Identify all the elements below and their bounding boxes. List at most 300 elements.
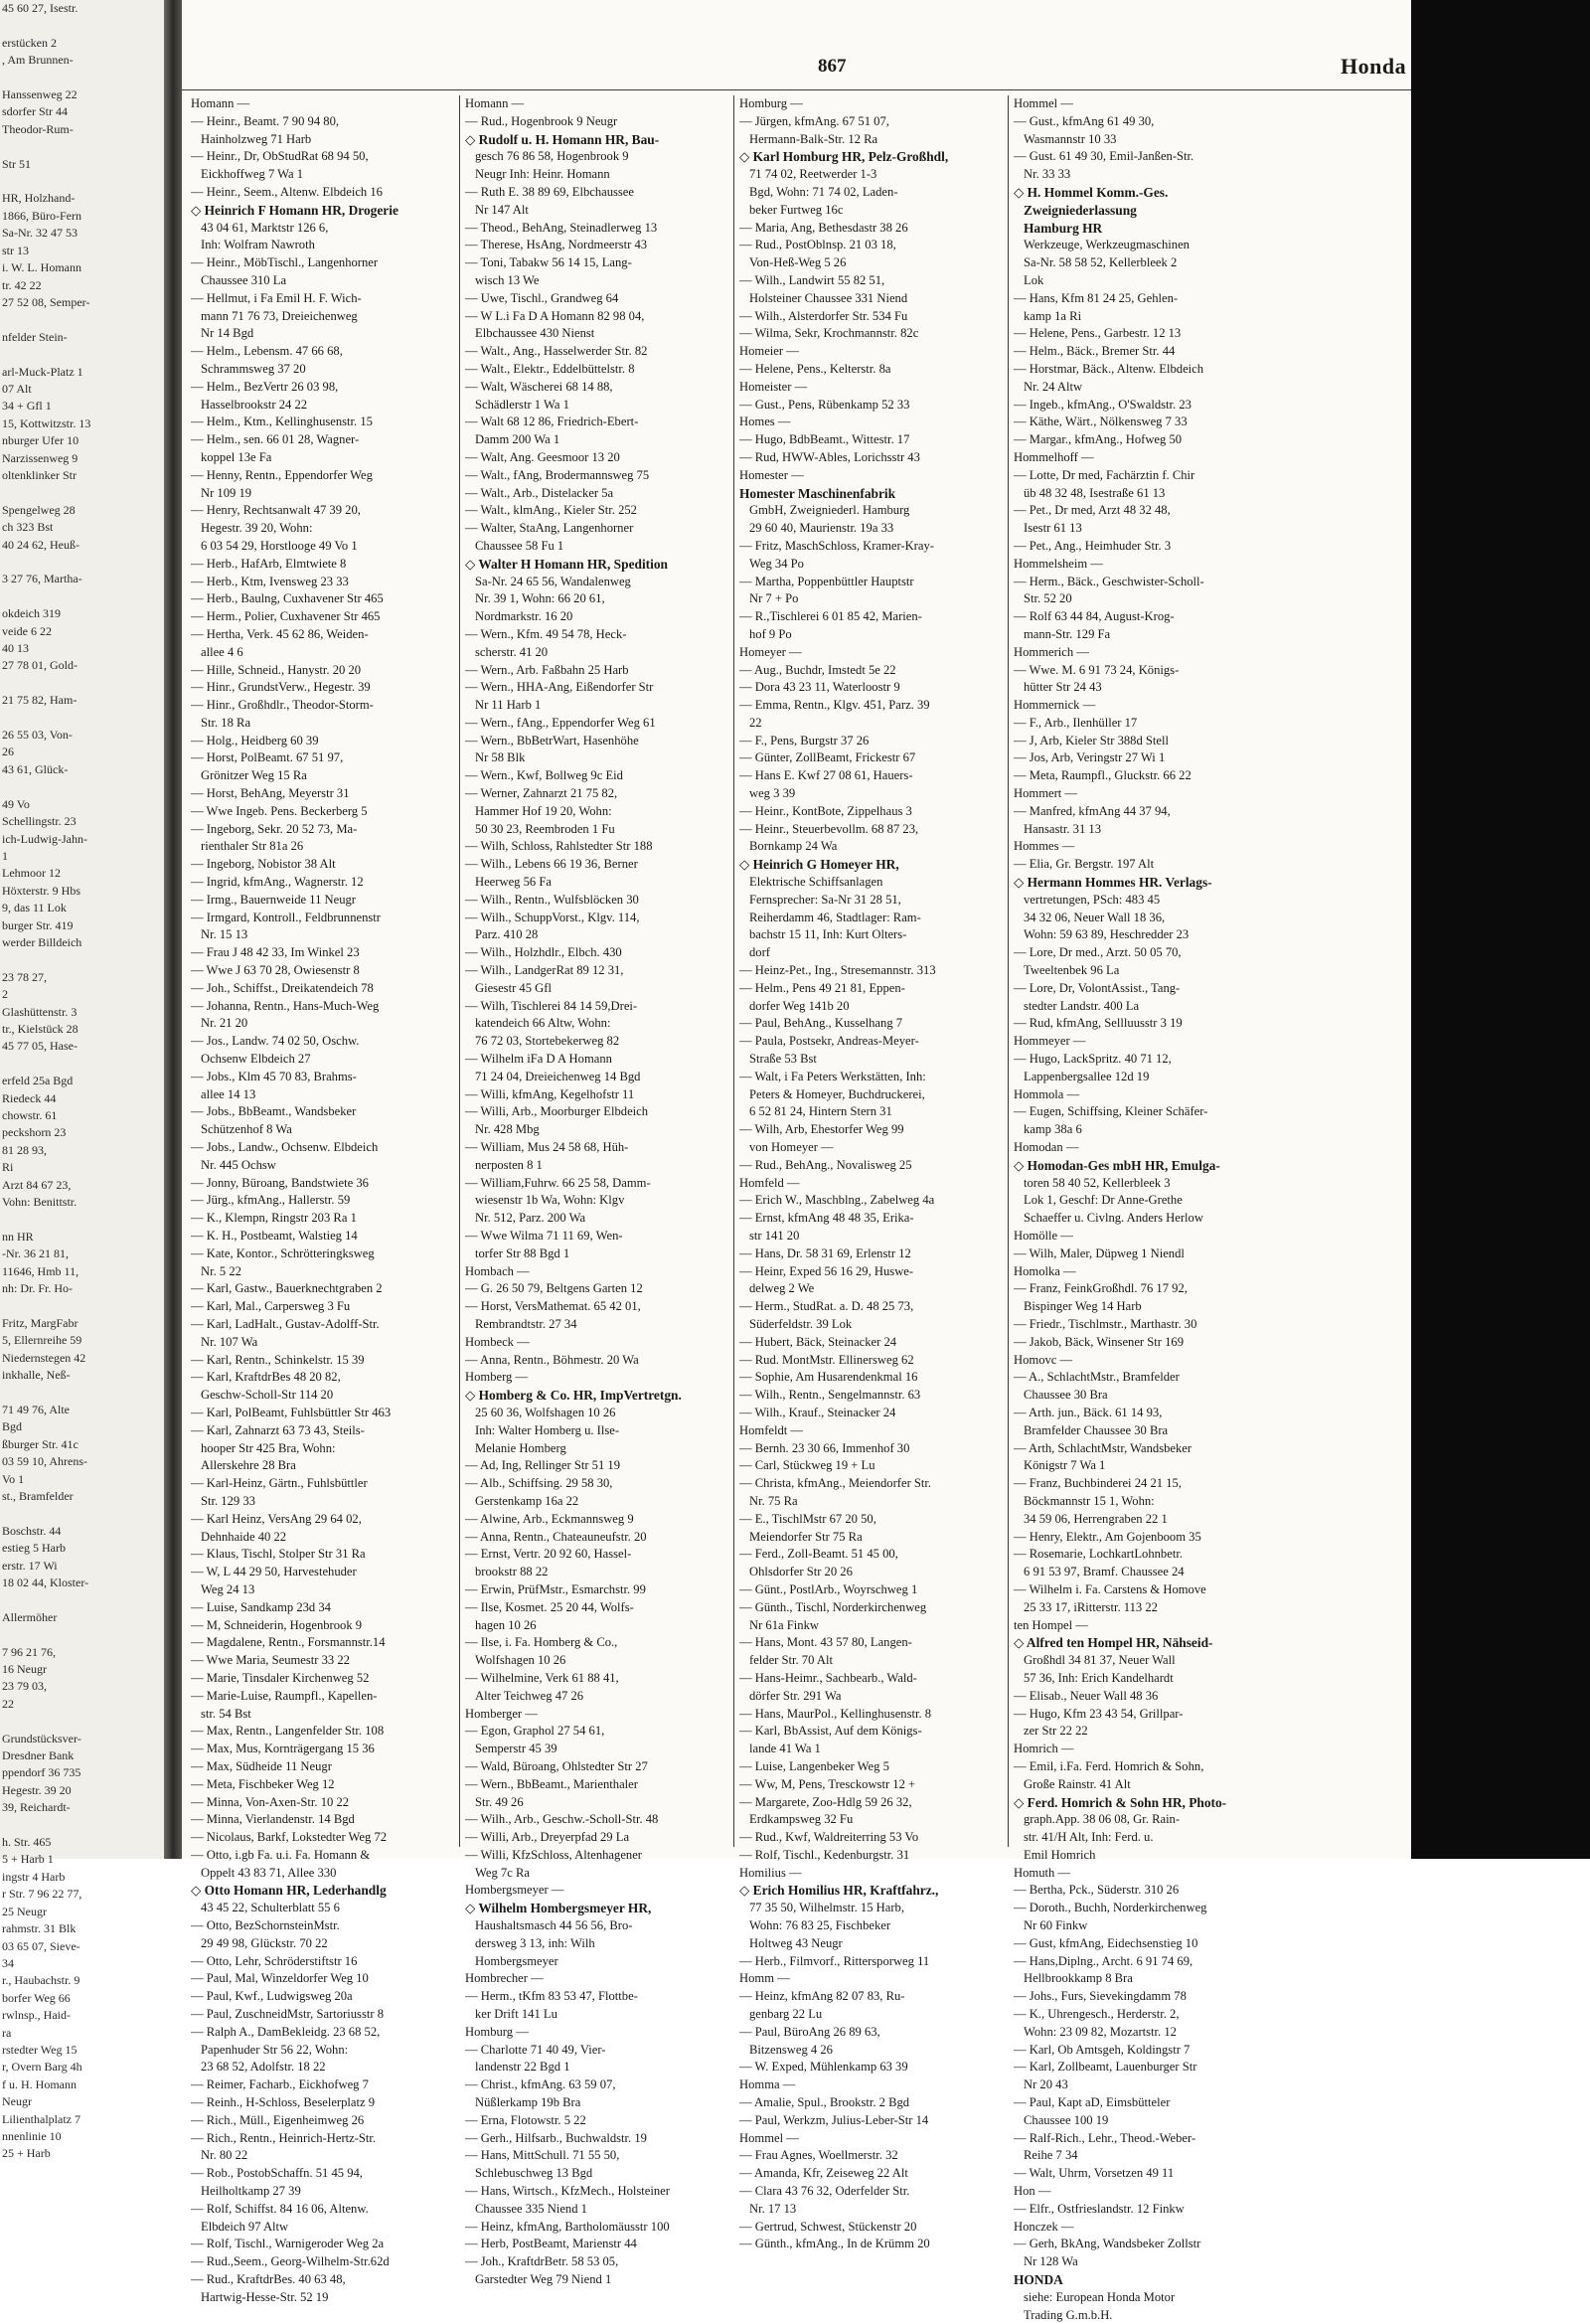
directory-entry-line: von Homeyer — [749, 1140, 834, 1155]
directory-entry-line: — Ilse, i. Fa. Homberg & Co., [465, 1635, 618, 1650]
directory-entry-line: — Pet., Dr med, Arzt 48 32 48, [1014, 503, 1171, 518]
directory-entry-line: — Irmg., Bauernweide 11 Neugr [191, 892, 356, 907]
directory-entry-line: — Paul, Mal, Winzeldorfer Weg 10 [191, 1971, 369, 1986]
left-page-line: erfeld 25a Bgd [2, 1074, 74, 1088]
directory-entry-line: Bornkamp 24 Wa [749, 839, 838, 854]
left-page-line: 03 65 07, Sieve- [2, 1938, 80, 1953]
left-page-line: 27 78 01, Gold- [2, 658, 78, 673]
directory-entry-line: — Horst, BehAng, Meyerstr 31 [191, 786, 350, 801]
directory-entry-line: 29 60 40, Maurienstr. 19a 33 [749, 521, 894, 536]
directory-entry-line: Peters & Homeyer, Buchdruckerei, [749, 1086, 925, 1101]
directory-entry-line: — Toni, Tabakw 56 14 15, Lang- [465, 255, 632, 270]
left-page-line: 22 [2, 1696, 14, 1711]
directory-entry-line: Von-Heß-Weg 5 26 [749, 255, 847, 270]
directory-entry-line: — Meta, Raumpfl., Gluckstr. 66 22 [1014, 768, 1192, 783]
directory-entry-line: — Wern., fAng., Eppendorfer Weg 61 [465, 715, 656, 730]
directory-entry-line: Nr. 21 20 [201, 1016, 248, 1031]
directory-entry-line: — Rolf, Schiffst. 84 16 06, Altenw. [191, 2201, 369, 2216]
directory-entry-line: Homberger — [465, 1706, 538, 1721]
directory-entry-line: — Wilhelm iFa D A Homann [465, 1052, 612, 1067]
left-page-line: peckshorn 23 [2, 1125, 67, 1140]
left-page-line: 34 + Gfl 1 [2, 399, 52, 414]
directory-entry-line: — Karl, BbAssist, Auf dem Königs- [739, 1724, 922, 1739]
directory-entry-line: Hommert — [1014, 786, 1078, 801]
directory-entry-line: — Max, Südheide 11 Neugr [191, 1758, 332, 1773]
directory-entry-line: Grönitzer Weg 15 Ra [201, 768, 307, 783]
directory-entry-line: — Jürgen, kfmAng. 67 51 07, [739, 113, 889, 128]
directory-entry-line: Hegestr. 39 20, Wohn: [201, 521, 313, 536]
page-header [182, 52, 1411, 82]
directory-entry-line: — Jonny, Büroang, Bandstwiete 36 [191, 1175, 369, 1190]
left-page-line [0, 1626, 164, 1643]
directory-entry-line: — W, L 44 29 50, Harvestehuder [191, 1565, 357, 1579]
directory-entry-line: — Rud. MontMstr. Ellinersweg 62 [739, 1352, 914, 1367]
scan-dark-edge [1411, 0, 1590, 1859]
directory-entry-line: — Wald, Büroang, Ohlstedter Str 27 [465, 1758, 648, 1773]
directory-entry-line: — Gust., kfmAng 61 49 30, [1014, 113, 1155, 128]
directory-entry-line: ◇ Karl Homburg HR, Pelz-Großhdl, [739, 149, 949, 165]
directory-entry-line: — Wilh, Tischlerei 84 14 59,Drei- [465, 998, 638, 1013]
left-page-line: 7 96 21 76, [2, 1644, 56, 1659]
left-page-line: nburger Ufer 10 [2, 433, 80, 448]
directory-entry-line: Homeyer — [739, 644, 802, 659]
directory-entry-line: 22 [749, 715, 762, 730]
directory-entry-line: — Sophie, Am Husarendenkmal 16 [739, 1370, 918, 1385]
left-page-line: 71 49 76, Alte [2, 1402, 70, 1416]
directory-entry-line: — Henny, Rentn., Eppendorfer Weg [191, 467, 373, 482]
directory-entry-line: — Frau J 48 42 33, Im Winkel 23 [191, 945, 360, 960]
directory-entry-line: Homm — [739, 1971, 790, 1986]
directory-entry-line: Hombeck — [465, 1334, 530, 1349]
directory-entry-line: Hommelhoff — [1014, 449, 1094, 464]
left-page-line: Lehmoor 12 [2, 866, 61, 881]
left-page-line [0, 346, 164, 363]
directory-entry-line: — Paul, Kapt aD, Eimsbütteler [1014, 2095, 1171, 2110]
directory-entry-line: — Herb, PostBeamt, Marienstr 44 [465, 2237, 637, 2251]
directory-entry-line: ◇ Hermann Hommes HR. Verlags- [1014, 875, 1212, 891]
left-page-line: 03 59 10, Ahrens- [2, 1454, 87, 1469]
directory-entry-line: 77 35 50, Wilhelmstr. 15 Harb, [749, 1901, 904, 1915]
directory-entry-line: brookstr 88 22 [475, 1565, 549, 1579]
left-page-line [0, 710, 164, 727]
directory-entry-line: — Herb., Ktm, Ivensweg 23 33 [191, 574, 349, 588]
directory-entry-line: — Heinr, Exped 56 16 29, Huswe- [739, 1263, 914, 1278]
directory-entry-line: — Ingeb., kfmAng., O'Swaldstr. 23 [1014, 397, 1192, 412]
left-page-line: Boschstr. 44 [2, 1523, 62, 1538]
directory-entry-line: Heerweg 56 Fa [475, 875, 552, 890]
directory-entry-line: Nr. 445 Ochsw [201, 1157, 276, 1172]
directory-entry-line: — Rosemarie, LochkartLohnbetr. [1014, 1547, 1183, 1562]
left-page-line: inkhalle, Neß- [2, 1368, 71, 1383]
directory-entry-line: Hainholzweg 71 Harb [201, 131, 312, 146]
directory-entry-line: Böckmannstr 15 1, Wohn: [1024, 1493, 1155, 1508]
directory-entry-line: — Karl Heinz, VersAng 29 64 02, [191, 1511, 362, 1526]
directory-entry-line: Nordmarkstr. 16 20 [475, 609, 573, 624]
directory-entry-line: — Rud., KraftdrBes. 40 63 48, [191, 2272, 346, 2287]
column-divider [733, 95, 734, 1847]
left-page-line: 25 + Harb [2, 2146, 51, 2161]
directory-entry-line: — Rud., PostOblnsp. 21 03 18, [739, 238, 896, 252]
directory-entry-line: — Heinr., Dr, ObStudRat 68 94 50, [191, 149, 369, 164]
directory-entry-line: Wasmannstr 10 33 [1024, 131, 1117, 146]
column-divider [459, 95, 460, 1847]
directory-entry-line: Chaussee 100 19 [1024, 2112, 1109, 2127]
directory-entry-line: — Hans-Heimr., Sachbearb., Wald- [739, 1670, 917, 1685]
directory-entry-line: — Rud, HWW-Ables, Lorichsstr 43 [739, 449, 920, 464]
directory-entry-line: 25 33 17, iRitterstr. 113 22 [1024, 1599, 1158, 1614]
directory-entry-line: — Meta, Fischbeker Weg 12 [191, 1776, 335, 1791]
directory-entry-line: — Carl, Stückweg 19 + Lu [739, 1458, 875, 1473]
left-page-line: 45 77 05, Hase- [2, 1039, 78, 1054]
left-page-line: st., Bramfelder [2, 1488, 74, 1503]
directory-entry-line: — Lore, Dr med., Arzt. 50 05 70, [1014, 945, 1182, 960]
directory-entry-line: — Horst, VersMathemat. 65 42 01, [465, 1299, 641, 1314]
directory-entry-line: Bramfelder Chaussee 30 Bra [1024, 1422, 1169, 1437]
directory-entry-line: Homester — [739, 467, 804, 482]
left-page-line: 11646, Hmb 11, [2, 1263, 80, 1278]
directory-entry-line: Nr 61a Finkw [749, 1617, 819, 1632]
directory-entry-line: Große Rainstr. 41 Alt [1024, 1776, 1131, 1791]
directory-entry-line: stedter Landstr. 400 La [1024, 998, 1140, 1013]
directory-column-4 [1014, 95, 1278, 2322]
directory-entry-line: — Maria, Ang, Bethesdastr 38 26 [739, 220, 908, 235]
directory-entry-line: — Wilh., Rentn., Sengelmannstr. 63 [739, 1388, 921, 1403]
left-page-line: Hegestr. 39 20 [2, 1782, 72, 1797]
directory-entry-line: — Elfr., Ostfrieslandstr. 12 Finkw [1014, 2201, 1185, 2216]
left-page-line: 21 75 82, Ham- [2, 693, 78, 708]
directory-entry-line: Nr 60 Finkw [1024, 1918, 1088, 1933]
left-page-line: Ri [2, 1160, 14, 1175]
directory-entry-line: — Wilma, Sekr, Krochmannstr. 82c [739, 326, 919, 341]
directory-entry-line: — Wilhelmine, Verk 61 88 41, [465, 1670, 619, 1685]
directory-entry-line: — Gerh, BkAng, Wandsbeker Zollstr [1014, 2237, 1201, 2251]
directory-entry-line: — Willi, Arb., Dreyerpfad 29 La [465, 1830, 630, 1845]
directory-entry-line: — Walter, StaAng, Langenhorner [465, 521, 634, 536]
directory-entry-line: Eickhoffweg 7 Wa 1 [201, 167, 304, 182]
directory-entry-line: Hon — [1014, 2184, 1051, 2199]
directory-entry-line: — Amanda, Kfr, Zeiseweg 22 Alt [739, 2166, 908, 2181]
directory-entry-line: — J, Arb, Kieler Str 388d Stell [1014, 733, 1170, 747]
left-page-line [0, 70, 164, 86]
directory-entry-line: Wohn: 59 63 89, Heschredder 23 [1024, 927, 1190, 942]
directory-entry-line: Sa-Nr. 24 65 56, Wandalenweg [475, 574, 631, 588]
directory-entry-line: — Pet., Ang., Heimhuder Str. 3 [1014, 538, 1172, 553]
directory-entry-line: — Willi, kfmAng, Kegelhofstr 11 [465, 1086, 635, 1101]
directory-entry-line: ker Drift 141 Lu [475, 2007, 557, 2022]
directory-entry-line: — Walt., Ang., Hasselwerder Str. 82 [465, 344, 648, 359]
directory-entry-line: Nüßlerkamp 19b Bra [475, 2095, 581, 2110]
directory-entry-line: Neugr Inh: Heinr. Homann [475, 167, 610, 182]
directory-entry-line: — Rolf, Tischl., Kedenburgstr. 31 [739, 1847, 910, 1862]
directory-entry-line: — Wern., Kwf, Bollweg 9c Eid [465, 768, 623, 783]
directory-entry-line: Hombergsmeyer [475, 1953, 558, 1968]
directory-entry-line: — Herm., Polier, Cuxhavener Str 465 [191, 609, 381, 624]
directory-entry-line: — Paul, Werkzm, Julius-Leber-Str 14 [739, 2112, 929, 2127]
directory-entry-line: — Erna, Flotowstr. 5 22 [465, 2112, 586, 2127]
directory-entry-line: — Ferd., Zoll-Beamt. 51 45 00, [739, 1547, 898, 1562]
directory-entry-line: Homberg — [465, 1370, 529, 1385]
directory-entry-line: Chaussee 58 Fu 1 [475, 538, 564, 553]
directory-entry-line: ◇ Wilhelm Hombergsmeyer HR, [465, 1901, 652, 1916]
left-page-line [0, 675, 164, 692]
directory-entry-line: hof 9 Po [749, 626, 792, 641]
directory-entry-line: — Jobs., BbBeamt., Wandsbeker [191, 1104, 357, 1119]
left-page-line: 9, das 11 Lok [2, 901, 67, 915]
left-page-line: 49 Vo [2, 796, 30, 811]
directory-entry-line: — Egon, Graphol 27 54 61, [465, 1724, 605, 1739]
directory-entry-line: Homann — [191, 96, 250, 110]
left-page-line: Arzt 84 67 23, [2, 1177, 72, 1192]
directory-entry-line: Hombach — [465, 1263, 530, 1278]
directory-entry-line: — Christ., kfmAng. 63 59 07, [465, 2077, 616, 2092]
directory-entry-line: Nr 109 19 [201, 485, 252, 500]
directory-entry-line: ◇ Heinrich G Homeyer HR, [739, 857, 899, 873]
left-page-line [0, 588, 164, 605]
directory-entry-line: ◇ Otto Homann HR, Lederhandlg [191, 1883, 387, 1899]
directory-entry-line: — Helm., BezVertr 26 03 98, [191, 379, 339, 394]
directory-entry-line: — Max, Mus, Kornträgergang 15 36 [191, 1742, 375, 1756]
directory-entry-line: Homrich — [1014, 1742, 1074, 1756]
left-page-line [0, 778, 164, 795]
directory-entry-line: ◇ Walter H Homann HR, Spedition [465, 556, 668, 572]
directory-entry-line: Wohn: 76 83 25, Fischbeker [749, 1918, 891, 1933]
directory-entry-line: ◇ Heinrich F Homann HR, Drogerie [191, 202, 398, 218]
directory-entry-line: Schaeffer u. Civlng. Anders Herlow [1024, 1211, 1203, 1226]
left-page-line: Spengelweg 28 [2, 502, 76, 517]
directory-entry-line: Zweigniederlassung [1024, 202, 1137, 218]
directory-entry-line: Lok 1, Geschf: Dr Anne-Grethe [1024, 1193, 1183, 1208]
directory-entry-line: — Arth, SchlachtMstr, Wandsbeker [1014, 1440, 1192, 1455]
left-page-line: Schellingstr. 23 [2, 814, 77, 829]
left-page-line: i. W. L. Homann [2, 260, 81, 275]
directory-entry-line: Homfeldt — [739, 1422, 804, 1437]
left-page-line: ch 323 Bst [2, 520, 54, 535]
directory-entry-line: — Ingrid, kfmAng., Wagnerstr. 12 [191, 875, 364, 890]
directory-entry-line: — Heinr., Beamt. 7 90 94 80, [191, 113, 340, 128]
directory-entry-line: Inh: Wolfram Nawroth [201, 238, 315, 252]
directory-entry-line: — Jos, Arb, Veringstr 27 Wi 1 [1014, 750, 1166, 765]
directory-entry-line: Semperstr 45 39 [475, 1742, 557, 1756]
directory-entry-line: — Paul, ZuschneidMstr, Sartoriusstr 8 [191, 2007, 384, 2022]
left-page-line: 26 [2, 745, 14, 759]
directory-entry-line: Homes — [739, 415, 791, 429]
left-page-line: 23 79 03, [2, 1679, 47, 1694]
directory-entry-line: dorfer Weg 141b 20 [749, 998, 850, 1013]
directory-entry-line: üb 48 32 48, Isestraße 61 13 [1024, 485, 1166, 500]
left-page-line: Riedeck 44 [2, 1090, 57, 1105]
directory-entry-line: Homann — [465, 96, 525, 110]
directory-entry-line: Nr. 39 1, Wohn: 66 20 61, [475, 591, 605, 606]
directory-entry-line: — Ralf-Rich., Lehr., Theod.-Weber- [1014, 2130, 1196, 2145]
left-page-line: Str 51 [2, 156, 32, 171]
directory-entry-line: — Willi, Arb., Moorburger Elbdeich [465, 1104, 649, 1119]
left-page-line: estieg 5 Harb [2, 1541, 66, 1556]
directory-entry-line: 76 72 03, Stortebekerweg 82 [475, 1034, 620, 1049]
directory-entry-line: Nr. 512, Parz. 200 Wa [475, 1211, 586, 1226]
directory-entry-line: Chaussee 30 Bra [1024, 1388, 1108, 1403]
directory-entry-line: — Walt., klmAng., Kieler Str. 252 [465, 503, 637, 518]
directory-entry-line: Hommernick — [1014, 698, 1096, 713]
directory-entry-line: — Jakob, Bäck, Winsener Str 169 [1014, 1334, 1184, 1349]
directory-entry-line: Nr 14 Bgd [201, 326, 254, 341]
left-page-line: 43 61, Glück- [2, 761, 69, 776]
directory-entry-line: — Karl, Zahnarzt 63 73 43, Steils- [191, 1422, 365, 1437]
directory-entry-line: Homuth — [1014, 1865, 1071, 1880]
directory-entry-line: Nr 11 Harb 1 [475, 698, 542, 713]
left-page-line: Fritz, MargFabr [2, 1315, 79, 1330]
directory-entry-line: — Gertrud, Schwest, Stückenstr 20 [739, 2219, 917, 2234]
directory-entry-line: — Walt., Elektr., Eddelbüttelstr. 8 [465, 361, 635, 376]
directory-entry-line: — Johs., Furs, Sievekingdamm 78 [1014, 1989, 1187, 2004]
directory-entry-line: Emil Homrich [1024, 1847, 1096, 1862]
left-page-line: 1 [2, 848, 8, 863]
left-page-line: 81 28 93, [2, 1142, 47, 1157]
directory-entry-line: Nr. 75 Ra [749, 1493, 798, 1508]
directory-entry-line: Süderfeldstr. 39 Lok [749, 1316, 853, 1331]
directory-entry-line: — Walt, Uhrm, Vorsetzen 49 11 [1014, 2166, 1175, 2181]
directory-entry-line: Ohlsdorfer Str 20 26 [749, 1565, 853, 1579]
directory-entry-line: — Henry, Rechtsanwalt 47 39 20, [191, 503, 361, 518]
directory-entry-line: — Wilhelm i. Fa. Carstens & Homove [1014, 1581, 1206, 1596]
directory-entry-line: — Wern., BbBeamt., Marienthaler [465, 1776, 638, 1791]
directory-entry-line: — Paul, BehAng., Kusselhang 7 [739, 1016, 903, 1031]
left-page-line: Dresdner Bank [2, 1748, 75, 1763]
page-number: 867 [818, 56, 847, 77]
left-page-line: ich-Ludwig-Jahn- [2, 831, 87, 846]
directory-entry-line: delweg 2 We [749, 1281, 815, 1296]
directory-entry-line: — Ralph A., DamBekleidg. 23 68 52, [191, 2024, 381, 2039]
directory-entry-line: Nr. 15 13 [201, 927, 248, 942]
directory-entry-line: — K. H., Postbeamt, Walstieg 14 [191, 1229, 358, 1243]
directory-entry-line: Elbdeich 97 Altw [201, 2219, 289, 2234]
directory-entry-line: Hellbrookkamp 8 Bra [1024, 1971, 1133, 1986]
directory-entry-line: Hermann-Balk-Str. 12 Ra [749, 131, 878, 146]
left-page-line: nh: Dr. Fr. Ho- [2, 1281, 74, 1296]
directory-entry-line: toren 58 40 52, Kellerbleek 3 [1024, 1175, 1171, 1190]
directory-entry-line: — Günt., PostlArb., Woyrschweg 1 [739, 1581, 918, 1596]
directory-entry-line: — Wwe Ingeb. Pens. Beckerberg 5 [191, 803, 368, 818]
directory-entry-line: Holtweg 43 Neugr [749, 1935, 843, 1950]
directory-entry-line: — Werner, Zahnarzt 21 75 82, [465, 786, 618, 801]
left-page-line [0, 484, 164, 501]
directory-entry-line: — Christa, kfmAng., Meiendorfer Str. [739, 1476, 932, 1491]
directory-entry-line: — Wwe Maria, Seumestr 33 22 [191, 1653, 350, 1668]
directory-entry-line: dorf [749, 945, 770, 960]
directory-entry-line: Homodan — [1014, 1140, 1079, 1155]
directory-entry-line: — Gust., Pens, Rübenkamp 52 33 [739, 397, 910, 412]
directory-entry-line: ◇ Alfred ten Hompel HR, Nähseid- [1014, 1635, 1213, 1651]
directory-entry-line: — Rolf 63 44 84, August-Krog- [1014, 609, 1175, 624]
directory-entry-line: Schrammsweg 37 20 [201, 361, 306, 376]
directory-entry-line: Str. 49 26 [475, 1794, 524, 1809]
directory-entry-line: Hommola — [1014, 1086, 1080, 1101]
directory-entry-line: siehe: European Honda Motor [1024, 2289, 1176, 2304]
directory-entry-line: — Paul, Kwf., Ludwigsweg 20a [191, 1989, 353, 2004]
directory-entry-line: Nr 147 Alt [475, 202, 529, 217]
directory-entry-line: — Lotte, Dr med, Fachärztin f. Chir [1014, 467, 1195, 482]
directory-entry-line: — Elisab., Neuer Wall 48 36 [1014, 1688, 1159, 1703]
directory-entry-line: Reihe 7 34 [1024, 2148, 1078, 2163]
page-gutter [164, 0, 182, 1859]
directory-entry-line: — Paula, Postsekr, Andreas-Meyer- [739, 1034, 919, 1049]
left-page-line: HR, Holzhand- [2, 191, 76, 206]
left-page-line [0, 17, 164, 34]
directory-entry-line: Schlebuschweg 13 Bgd [475, 2166, 593, 2181]
directory-entry-line: Bitzensweg 4 26 [749, 2042, 833, 2057]
directory-entry-line: — Hugo, Kfm 23 43 54, Grillpar- [1014, 1706, 1184, 1721]
directory-entry-line: — Clara 43 76 32, Oderfelder Str. [739, 2184, 910, 2199]
directory-entry-line: — Ww, M, Pens, Tresckowstr 12 + [739, 1776, 916, 1791]
left-page-line: erstücken 2 [2, 35, 57, 50]
directory-entry-line: Trading G.m.b.H. [1024, 2307, 1113, 2322]
directory-entry-line: Isestr 61 13 [1024, 521, 1082, 536]
directory-entry-line: — Arth. jun., Bäck. 61 14 93, [1014, 1405, 1163, 1419]
directory-entry-line: Nr 20 43 [1024, 2077, 1068, 2092]
directory-entry-line: — Fritz, MaschSchloss, Kramer-Kray- [739, 538, 934, 553]
directory-entry-line: — Karl, Gastw., Bauerknechtgraben 2 [191, 1281, 383, 1296]
directory-entry-line: — Hans, Kfm 81 24 25, Gehlen- [1014, 290, 1179, 305]
left-page-line [0, 1211, 164, 1228]
directory-entry-line: — Uwe, Tischl., Grandweg 64 [465, 290, 619, 305]
directory-entry-line: — Herb., Filmvorf., Rittersporweg 11 [739, 1953, 930, 1968]
directory-entry-line: — Reinh., H-Schloss, Beselerplatz 9 [191, 2095, 376, 2110]
directory-entry-line: Wolfshagen 10 26 [475, 1653, 566, 1668]
directory-entry-line: — F., Arb., Ilenhüller 17 [1014, 715, 1138, 730]
directory-entry-line: allee 4 6 [201, 644, 243, 659]
left-page-line: 5, Ellernreihe 59 [2, 1333, 82, 1348]
directory-entry-line: — Anna, Rentn., Chateauneufstr. 20 [465, 1529, 647, 1544]
directory-entry-line: — E., TischlMstr 67 20 50, [739, 1511, 876, 1526]
directory-entry-line: Elbchaussee 430 Nienst [475, 326, 595, 341]
directory-entry-line: — Johanna, Rentn., Hans-Much-Weg [191, 998, 380, 1013]
directory-entry-line: — Margar., kfmAng., Hofweg 50 [1014, 432, 1183, 447]
left-page-line: 18 02 44, Kloster- [2, 1575, 89, 1589]
left-page-line: borfer Weg 66 [2, 1990, 71, 2005]
directory-entry-line: Lok [1024, 272, 1044, 287]
directory-entry-line: — Amalie, Spul., Brookstr. 2 Bgd [739, 2095, 910, 2110]
directory-entry-line: — Therese, HsAng, Nordmeerstr 43 [465, 238, 648, 252]
directory-entry-line: — Wwe Wilma 71 11 69, Wen- [465, 1229, 623, 1243]
directory-entry-line: — W L.i Fa D A Homann 82 98 04, [465, 308, 645, 323]
directory-entry-line: — K., Uhrengesch., Herderstr. 2, [1014, 2007, 1180, 2022]
directory-entry-line: Str. 18 Ra [201, 715, 251, 730]
directory-entry-line: — G. 26 50 79, Beltgens Garten 12 [465, 1281, 643, 1296]
left-page-line: nn HR [2, 1229, 34, 1244]
directory-entry-line: — Helene, Pens., Kelterstr. 8a [739, 361, 891, 376]
left-page-line [0, 1505, 164, 1522]
left-page-line [0, 1297, 164, 1314]
directory-entry-line: — Horst, PolBeamt. 67 51 97, [191, 750, 344, 765]
directory-entry-line: landenstr 22 Bgd 1 [475, 2060, 570, 2075]
directory-entry-line: — Erich W., Maschblng., Zabelweg 4a [739, 1193, 935, 1208]
directory-entry-line: — Eugen, Schiffsing, Kleiner Schäfer- [1014, 1104, 1208, 1119]
directory-entry-line: — Wern., Kfm. 49 54 78, Heck- [465, 626, 627, 641]
directory-entry-line: Hommel — [739, 2130, 799, 2145]
directory-entry-line: zer Str 22 22 [1024, 1724, 1088, 1739]
directory-entry-line: — Hinr., Großhdlr., Theodor-Storm- [191, 698, 374, 713]
left-page-line: rstedter Weg 15 [2, 2042, 78, 2057]
directory-entry-line: 23 68 52, Adolfstr. 18 22 [201, 2060, 326, 2075]
directory-entry-line: lande 41 Wa 1 [749, 1742, 821, 1756]
directory-entry-line: Hartwig-Hesse-Str. 52 19 [201, 2289, 329, 2304]
directory-entry-line: — Jobs., Landw., Ochsenw. Elbdeich [191, 1140, 379, 1155]
directory-entry-line: — Wern., Arb. Faßbahn 25 Harb [465, 662, 629, 677]
directory-entry-line: HONDA [1014, 2272, 1063, 2288]
directory-entry-line: Wohn: 23 09 82, Mozartstr. 12 [1024, 2024, 1177, 2039]
directory-entry-line: Giesestr 45 Gfl [475, 980, 552, 995]
directory-entry-line: — Gust. 61 49 30, Emil-Janßen-Str. [1014, 149, 1194, 164]
header-rule [182, 89, 1411, 90]
